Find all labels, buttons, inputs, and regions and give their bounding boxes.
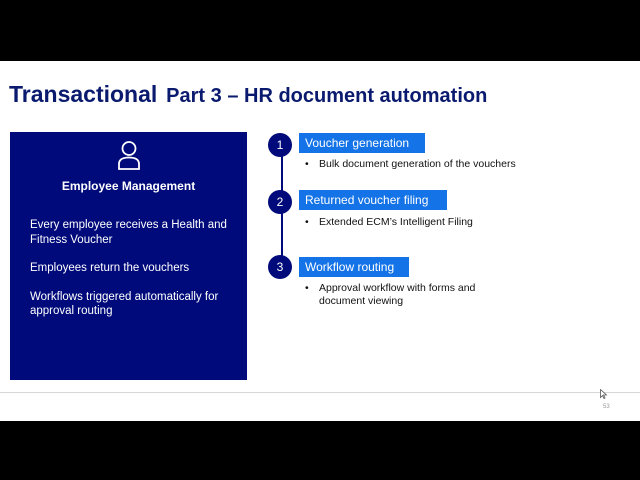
step-3-bullet xyxy=(305,282,499,308)
step-2-bullet xyxy=(305,216,473,229)
step-number-3: 3 xyxy=(268,255,292,279)
footer-divider xyxy=(0,392,640,393)
step-2-bullet-text: Extended ECM’s Intelligent Filing xyxy=(319,216,473,228)
step-label-returned-voucher-filing: Returned voucher filing xyxy=(299,190,447,210)
mouse-cursor-icon xyxy=(600,389,607,399)
step-label-voucher-generation: Voucher generation xyxy=(299,133,425,153)
panel-list-item: Every employee receives a Health and Fitness Voucher xyxy=(30,219,227,246)
page-number: 53 xyxy=(603,404,610,410)
slide-title-main: Transactional xyxy=(9,81,158,107)
panel-list-item: Workflows triggered automatically for approval routing xyxy=(30,290,219,317)
step-1-bullet xyxy=(305,158,516,171)
slide-title-sub: Part 3 – HR document automation xyxy=(166,85,488,107)
bullet-icon: • xyxy=(305,216,309,228)
person-icon xyxy=(117,140,141,170)
step-number-2: 2 xyxy=(268,190,292,214)
panel-list xyxy=(30,218,242,333)
panel-list-item: Employees return the vouchers xyxy=(30,262,190,274)
bullet-icon: • xyxy=(305,158,309,170)
employee-management-panel xyxy=(10,132,247,380)
slide-title xyxy=(9,73,487,110)
panel-heading: Employee Management xyxy=(61,179,196,193)
presentation-slide xyxy=(0,61,640,421)
step-1-bullet-text: Bulk document generation of the vouchers xyxy=(319,158,516,170)
step-number-1: 1 xyxy=(268,133,292,157)
bullet-icon: • xyxy=(305,282,309,294)
step-label-workflow-routing: Workflow routing xyxy=(299,257,409,277)
step-3-bullet-text: Approval workflow with forms and document viewing xyxy=(319,282,476,307)
